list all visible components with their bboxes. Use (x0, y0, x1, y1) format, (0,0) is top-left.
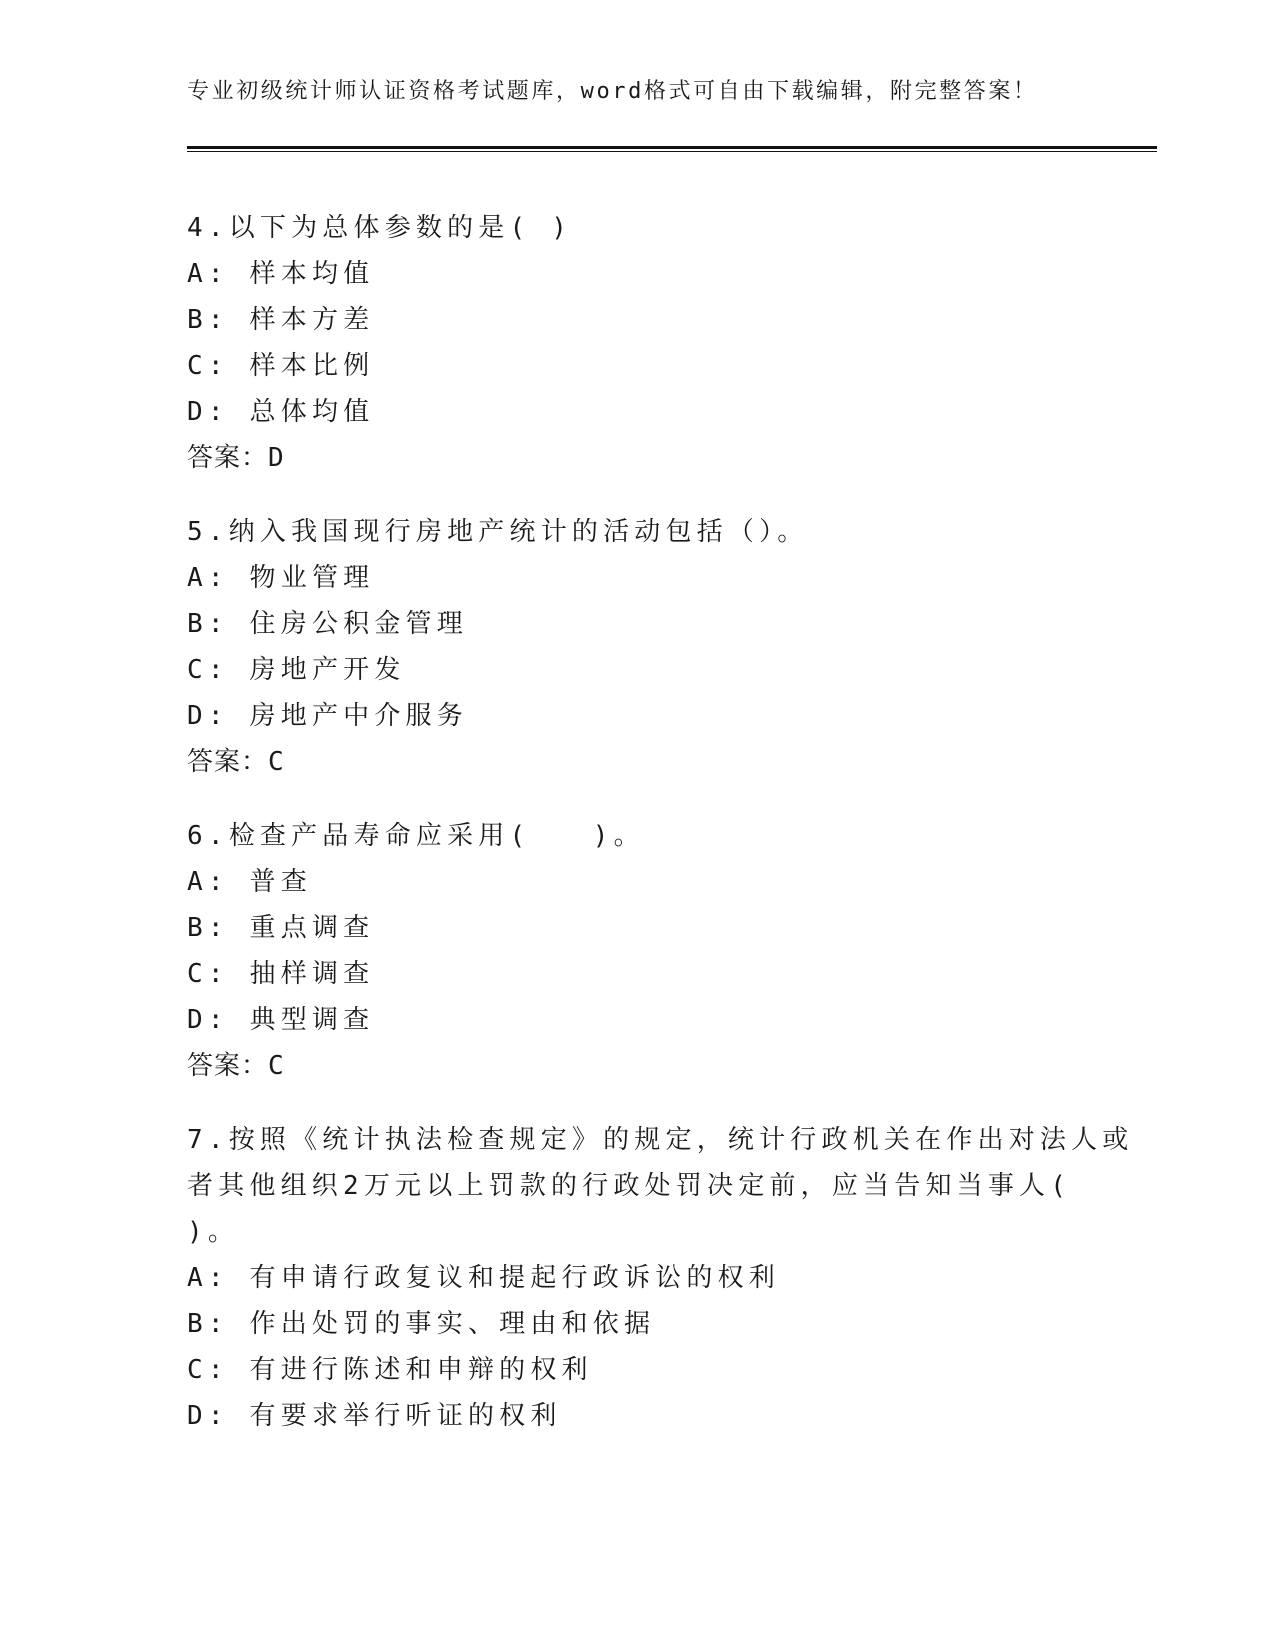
answer: 答案：D (187, 443, 285, 473)
option-b: B: 重点调查 (187, 913, 375, 943)
option-a: A: 物业管理 (187, 563, 375, 593)
question-5 (187, 509, 1157, 785)
option-c: C: 抽样调查 (187, 959, 375, 989)
answer: 答案：C (187, 1051, 285, 1081)
question-stem-line-1: 7.按照《统计执法检查规定》的规定，统计行政机关在作出对法人或 (187, 1125, 1134, 1155)
question-stem: 5.纳入我国现行房地产统计的活动包括（）。 (187, 517, 809, 547)
option-c: C: 样本比例 (187, 351, 375, 381)
question-6 (187, 813, 1157, 1089)
question-list (187, 205, 1157, 1467)
option-d: D: 典型调查 (187, 1005, 375, 1035)
option-d: D: 总体均值 (187, 397, 375, 427)
option-c: C: 房地产开发 (187, 655, 406, 685)
header-rule-thin (187, 151, 1157, 152)
question-stem-line-3: )。 (187, 1217, 240, 1247)
option-c: C: 有进行陈述和申辩的权利 (187, 1355, 593, 1385)
option-b: B: 样本方差 (187, 305, 375, 335)
document-page (187, 0, 1157, 1650)
question-4 (187, 205, 1157, 481)
option-a: A: 有申请行政复议和提起行政诉讼的权利 (187, 1263, 780, 1293)
question-stem: 6.检查产品寿命应采用( )。 (187, 821, 645, 851)
question-stem-line-2: 者其他组织2万元以上罚款的行政处罚决定前，应当告知当事人( (187, 1171, 1072, 1201)
option-a: A: 普查 (187, 867, 312, 897)
answer: 答案：C (187, 747, 285, 777)
header-rule-thick (187, 146, 1157, 149)
header-text: 专业初级统计师认证资格考试题库，word格式可自由下载编辑，附完整答案！ (187, 79, 1038, 104)
option-d: D: 有要求举行听证的权利 (187, 1401, 562, 1431)
option-b: B: 作出处罚的事实、理由和依据 (187, 1309, 656, 1339)
option-b: B: 住房公积金管理 (187, 609, 468, 639)
question-stem: 4.以下为总体参数的是( ) (187, 213, 573, 243)
question-7 (187, 1117, 1157, 1439)
option-d: D: 房地产中介服务 (187, 701, 468, 731)
option-a: A: 样本均值 (187, 259, 375, 289)
